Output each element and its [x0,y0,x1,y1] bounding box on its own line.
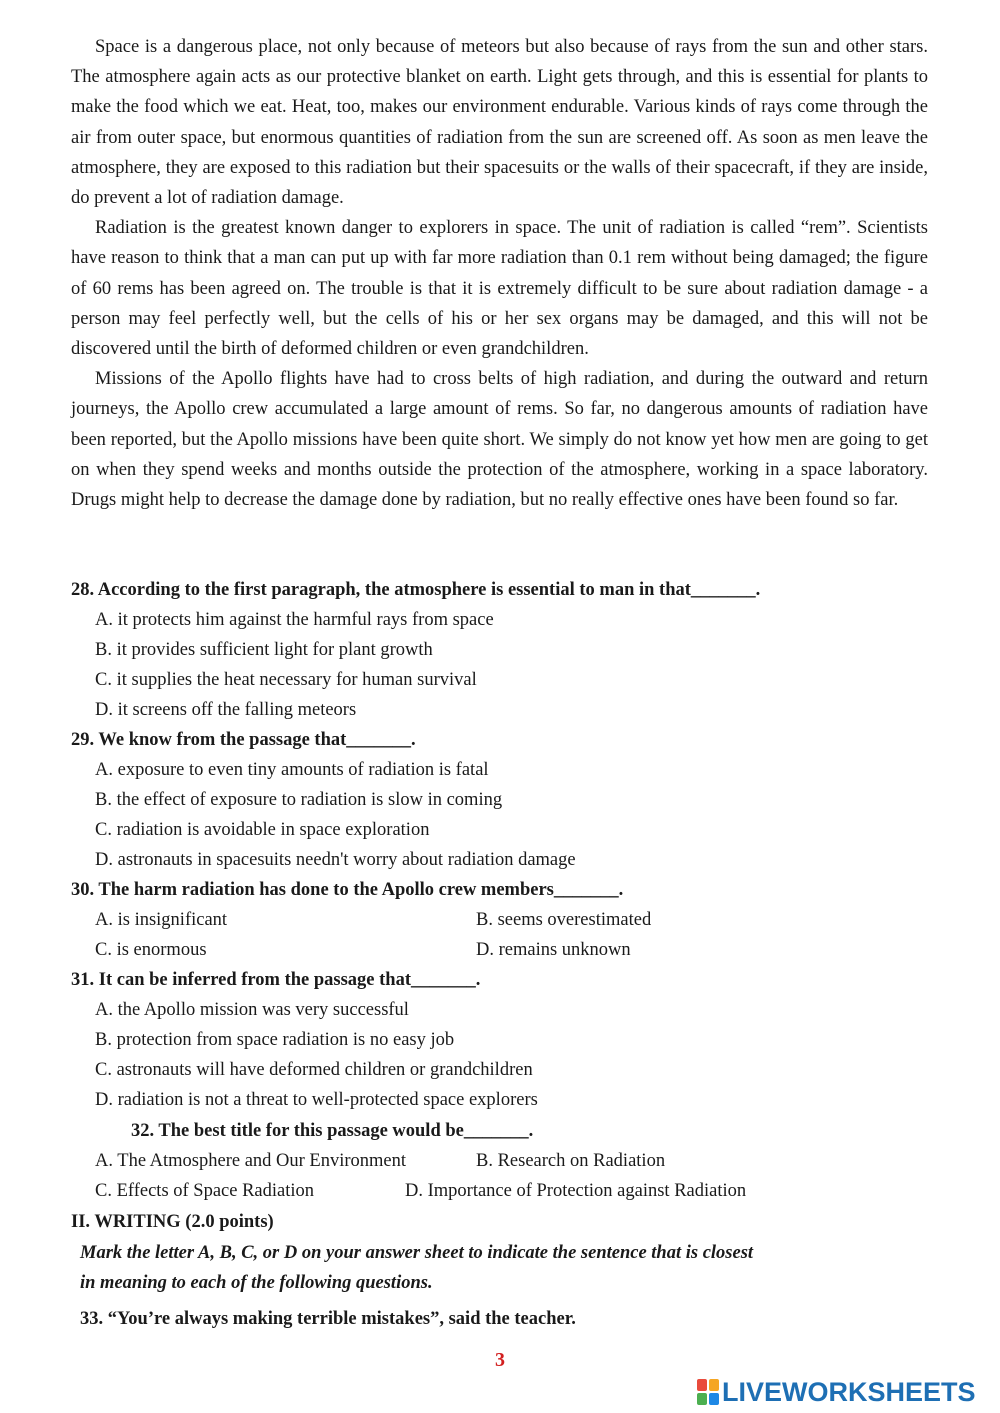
question-28-stem: 28. According to the first paragraph, the atmosphere is essential to man in that_______. [71,580,761,600]
passage-paragraph-2: Radiation is the greatest known danger to explorers in space. The unit of radiation is called “rem”. Scientists have reason to think that a man can put up with far more radiation than 0.1 rem without being damaged; the figure of 60 rems has been agreed on. The trouble is that it is extremely difficult to be sure about radiation damage - a person may feel perfectly well, but the cells of his or her sex organs may be damaged, and this will not be discovered until the birth of deformed children or even grandchildren. [71,218,928,360]
question-30-option-d[interactable]: D. remains unknown [476,940,631,960]
question-31-option-b[interactable]: B. protection from space radiation is no easy job [95,1030,455,1050]
question-31-option-c[interactable]: C. astronauts will have deformed children or grandchildren [95,1060,533,1080]
question-30-option-b[interactable]: B. seems overestimated [476,910,652,930]
question-28-option-b[interactable]: B. it provides sufficient light for plant growth [95,640,433,660]
writing-instruction-line-2: in meaning to each of the following questions. [80,1273,433,1293]
question-30-stem: 30. The harm radiation has done to the Apollo crew members_______. [71,880,624,900]
page-number: 3 [495,1349,505,1371]
question-32-option-d[interactable]: D. Importance of Protection against Radiation [405,1181,747,1201]
question-28-option-c[interactable]: C. it supplies the heat necessary for human survival [95,670,477,690]
brand-name: LIVEWORKSHEETS [722,1376,976,1407]
question-29-option-a[interactable]: A. exposure to even tiny amounts of radiation is fatal [95,760,489,780]
question-30-option-c[interactable]: C. is enormous [95,940,207,960]
question-32-option-b[interactable]: B. Research on Radiation [476,1151,666,1171]
reading-passage [71,32,928,515]
liveworksheets-brand [697,1377,976,1407]
question-32-stem: 32. The best title for this passage would be_______. [131,1121,534,1141]
question-31-option-d[interactable]: D. radiation is not a threat to well-protected space explorers [95,1090,538,1110]
question-29-stem: 29. We know from the passage that_______. [71,730,416,750]
question-29-option-d[interactable]: D. astronauts in spacesuits needn't worry about radiation damage [95,850,576,870]
question-31-stem: 31. It can be inferred from the passage that_______. [71,970,481,990]
question-29-option-b[interactable]: B. the effect of exposure to radiation is slow in coming [95,790,503,810]
passage-paragraph-1: Space is a dangerous place, not only because of meteors but also because of rays from the sun and other stars. The atmosphere again acts as our protective blanket on earth. Light gets through, and this is essential for plants to make the food which we eat. Heat, too, makes our environment endurable. Various kinds of rays come through the air from outer space, but enormous quantities of radiation from the sun are screened off. As soon as men leave the atmosphere, they are exposed to this radiation but their spacesuits or the walls of their spacecraft, if they are inside, do prevent a lot of radiation damage. [71,37,928,209]
writing-section-heading: II. WRITING (2.0 points) [71,1212,274,1232]
question-31-option-a[interactable]: A. the Apollo mission was very successful [95,1000,409,1020]
question-32-option-c[interactable]: C. Effects of Space Radiation [95,1181,315,1201]
liveworksheets-logo-icon [697,1379,719,1405]
question-28-option-a[interactable]: A. it protects him against the harmful rays from space [95,610,494,630]
passage-paragraph-3: Missions of the Apollo flights have had to cross belts of high radiation, and during the outward and return journeys, the Apollo crew accumulated a large amount of rems. So far, no dangerous amounts of radiation have been reported, but the Apollo missions have been quite short. We simply do not know yet how men are going to get on when they spend weeks and months outside the protection of the atmosphere, working in a space laboratory. Drugs might help to decrease the damage done by radiation, but no really effective ones have been found so far. [71,369,928,511]
question-28-option-d[interactable]: D. it screens off the falling meteors [95,700,357,720]
question-33-stem: 33. “You’re always making terrible mistakes”, said the teacher. [80,1309,576,1329]
question-29-option-c[interactable]: C. radiation is avoidable in space exploration [95,820,430,840]
question-32-option-a[interactable]: A. The Atmosphere and Our Environment [95,1151,407,1171]
writing-instruction-line-1: Mark the letter A, B, C, or D on your answer sheet to indicate the sentence that is closest [80,1243,754,1263]
question-30-option-a[interactable]: A. is insignificant [95,910,228,930]
